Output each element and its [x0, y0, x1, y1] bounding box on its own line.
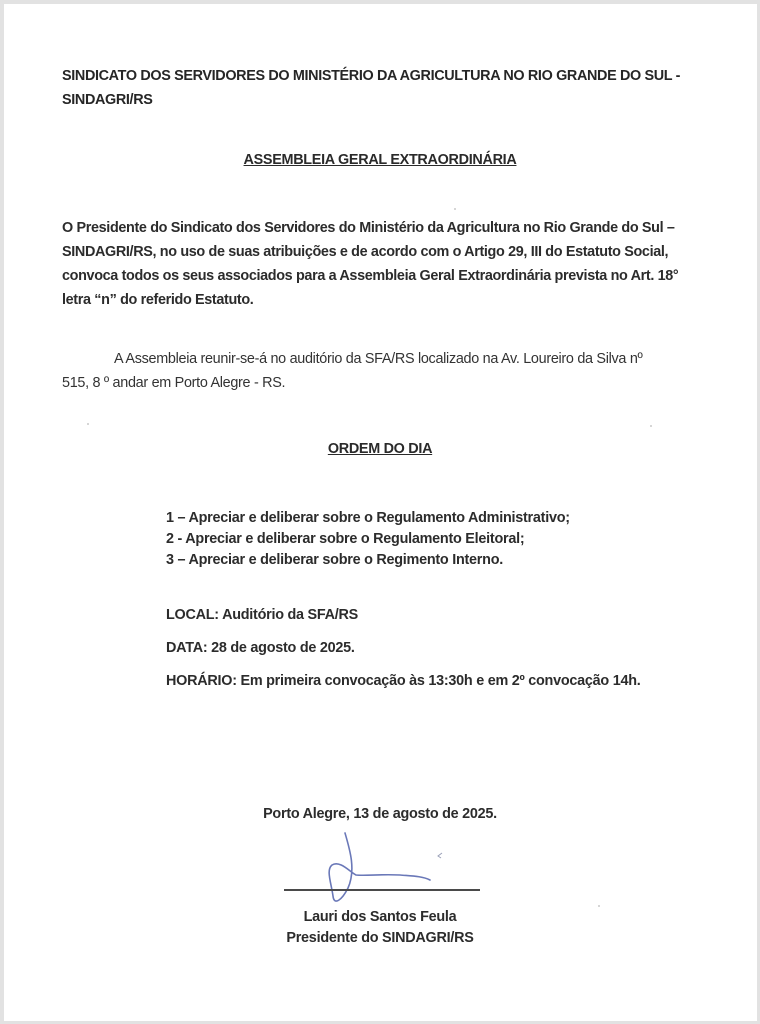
organization-header	[62, 64, 680, 112]
convocation-line: O Presidente do Sindicato dos Servidores do Ministério da Agricultura no Rio Grande do Sul –	[62, 220, 675, 236]
document-title: ASSEMBLEIA GERAL EXTRAORDINÁRIA	[243, 152, 517, 168]
convocation-paragraph	[62, 216, 678, 312]
convocation-line: SINDAGRI/RS, no uso de suas atribuições e de acordo com o Artigo 29, III do Estatuto Social,	[62, 244, 669, 260]
scan-speck	[598, 905, 600, 907]
local-detail: LOCAL: Auditório da SFA/RS	[166, 607, 359, 623]
scan-speck	[650, 425, 652, 427]
signature-line	[284, 889, 480, 891]
date-detail: DATA: 28 de agosto de 2025.	[166, 640, 355, 656]
time-detail: HORÁRIO: Em primeira convocação às 13:30h e em 2º convocação 14h.	[166, 673, 641, 689]
agenda-heading: ORDEM DO DIA	[327, 441, 433, 457]
signature-mark	[438, 853, 442, 858]
venue-line: 515, 8 º andar em Porto Alegre - RS.	[62, 375, 286, 391]
organization-line-2: SINDAGRI/RS	[62, 92, 153, 108]
signer-name: Lauri dos Santos Feula	[303, 909, 457, 925]
scan-speck	[454, 208, 456, 210]
convocation-line: letra “n” do referido Estatuto.	[62, 292, 254, 308]
organization-line-1: SINDICATO DOS SERVIDORES DO MINISTÉRIO DA AGRICULTURA NO RIO GRANDE DO SUL -	[62, 68, 681, 84]
signer-role: Presidente do SINDAGRI/RS	[286, 930, 474, 946]
venue-line: A Assembleia reunir-se-á no auditório da SFA/RS localizado na Av. Loureiro da Silva nº	[114, 351, 643, 367]
convocation-line: convoca todos os seus associados para a Assembleia Geral Extraordinária prevista no Art. 18°	[62, 268, 679, 284]
agenda-item: 2 - Apreciar e deliberar sobre o Regulamento Eleitoral;	[166, 531, 525, 547]
agenda-item: 3 – Apreciar e deliberar sobre o Regimento Interno.	[166, 552, 503, 568]
venue-paragraph	[62, 347, 642, 395]
agenda-item: 1 – Apreciar e deliberar sobre o Regulamento Administrativo;	[166, 510, 570, 526]
place-date: Porto Alegre, 13 de agosto de 2025.	[263, 806, 497, 822]
scan-speck	[87, 423, 89, 425]
signature-image	[300, 830, 450, 910]
